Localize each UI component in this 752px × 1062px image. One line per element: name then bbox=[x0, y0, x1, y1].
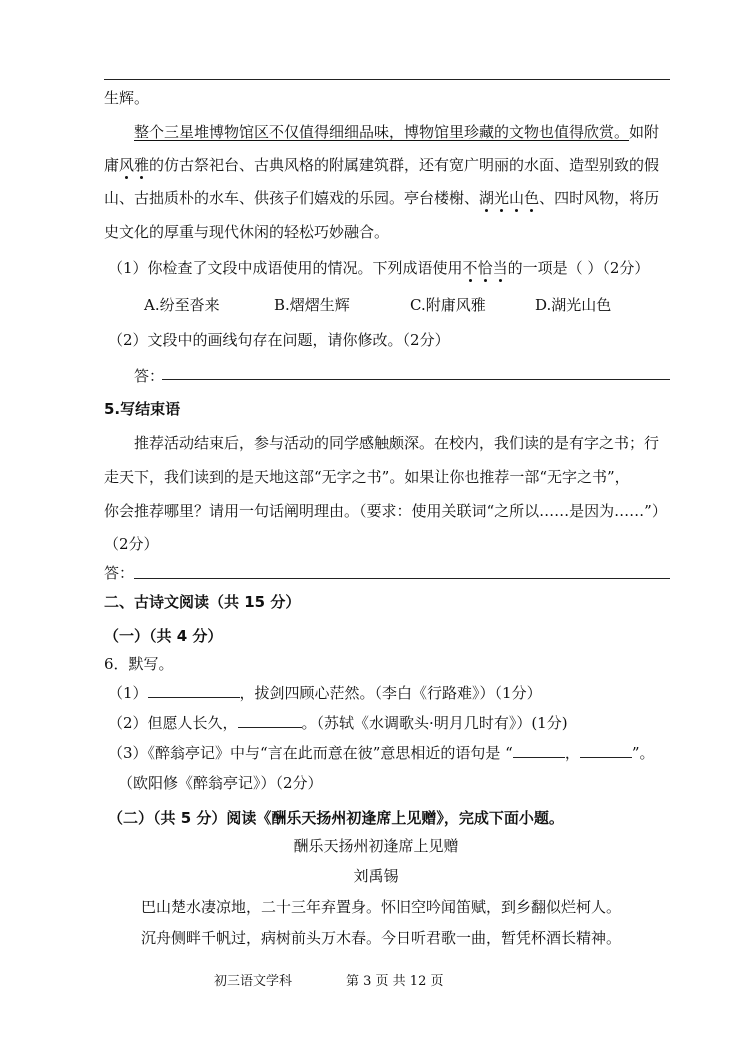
q6-item-3 bbox=[108, 743, 655, 763]
option-d-label: D.湖光山色 bbox=[535, 296, 612, 314]
para-line-2 bbox=[104, 155, 659, 175]
sub1-title-text: （一）（共 4 分） bbox=[104, 627, 223, 645]
poem-title bbox=[0, 836, 752, 856]
s5-l4: （2分） bbox=[104, 535, 159, 553]
footer-page-text: 第 3 页 共 12 页 bbox=[346, 974, 444, 989]
q6-2-pre: （2）但愿人长久， bbox=[108, 714, 238, 732]
dotted-char: 山 bbox=[509, 189, 525, 207]
sub2-title-text: （二）（共 5 分）阅读《酬乐天扬州初逢席上见赠》，完成下面小题。 bbox=[108, 809, 564, 827]
option-d[interactable] bbox=[535, 295, 611, 315]
poem-line-2 bbox=[141, 928, 621, 948]
section-5-title bbox=[104, 399, 180, 419]
sub-1-title bbox=[104, 626, 222, 646]
para-line-1 bbox=[134, 122, 659, 142]
poem-line-1 bbox=[141, 897, 621, 917]
dotted-char: 光 bbox=[494, 189, 510, 207]
q2-answer-label bbox=[134, 366, 164, 386]
q6-3-source-text: （欧阳修《醉翁亭记》）（2分） bbox=[118, 774, 323, 792]
option-b[interactable] bbox=[274, 295, 350, 315]
underlined-sentence: 整个三星堆博物馆区不仅值得细细品味，博物馆里珍藏的文物也值得欣赏。 bbox=[134, 123, 630, 141]
q1-post: 的一项是（ ）（2分） bbox=[507, 259, 650, 277]
poem-l1: 巴山楚水凄凉地，二十三年弃置身。怀旧空吟闻笛赋，到乡翻似烂柯人。 bbox=[141, 898, 622, 916]
para-line-1-end: 如附 bbox=[629, 123, 660, 141]
para-line-2-rest: 的仿古祭祀台、古典风格的附属建筑群，还有宽广明丽的水面、造型别致的假 bbox=[149, 156, 660, 174]
dotted-char: 当 bbox=[492, 259, 508, 277]
s5-title-text: 5.写结束语 bbox=[104, 400, 181, 418]
sub-2-title bbox=[108, 808, 564, 828]
q1-pre: （1）你检查了文段中成语使用的情况。下列成语使用 bbox=[108, 259, 463, 277]
q6-3-pre: （3）《醉翁亭记》中与“言在此而意在彼”意思相近的语句是 “ bbox=[108, 744, 513, 762]
section-2-title bbox=[104, 592, 300, 612]
q2-answer-line[interactable] bbox=[162, 379, 670, 380]
dotted-char: 风 bbox=[119, 156, 135, 174]
footer-subject-text: 初三语文学科 bbox=[214, 974, 293, 989]
q6-2-post: 。（苏轼《水调歌头·明月几时有》）(1分) bbox=[301, 714, 568, 732]
header-rule bbox=[104, 79, 670, 80]
poem-title-text: 酬乐天扬州初逢席上见赠 bbox=[293, 837, 459, 855]
q6-2-blank[interactable] bbox=[238, 713, 302, 728]
s5-l3: 你会推荐哪里？请用一句话阐明理由。（要求：使用关联词“之所以……是因为……”） bbox=[104, 502, 667, 520]
s5-line-3 bbox=[104, 501, 667, 521]
q6-1-pre: （1） bbox=[108, 684, 148, 702]
q6-3-blank-1[interactable] bbox=[513, 743, 565, 758]
question-1 bbox=[108, 258, 649, 278]
q2-answer-text: 答： bbox=[134, 367, 165, 385]
q6-item-2 bbox=[108, 713, 568, 733]
para-line-2-pre: 庸 bbox=[104, 156, 120, 174]
option-a-label: A.纷至沓来 bbox=[144, 296, 220, 314]
question-6-title bbox=[104, 654, 174, 674]
s5-l1: 推荐活动结束后，参与活动的同学感触颇深。在校内，我们读的是有字之书；行 bbox=[134, 434, 660, 452]
para-line-4-text: 史文化的厚重与现代休闲的轻松巧妙融合。 bbox=[104, 223, 390, 241]
q6-3-mid: ， bbox=[564, 744, 580, 762]
poem-l2: 沉舟侧畔千帆过，病树前头万木春。今日听君歌一曲，暂凭杯酒长精神。 bbox=[141, 929, 622, 947]
poem-author-text: 刘禹锡 bbox=[353, 867, 399, 885]
option-a[interactable] bbox=[144, 295, 220, 315]
dotted-char: 湖 bbox=[479, 189, 495, 207]
para-line-3 bbox=[104, 188, 659, 208]
dotted-char: 恰 bbox=[477, 259, 493, 277]
para-line-3-pre: 山、古拙质朴的水车、供孩子们嬉戏的乐园。亭台楼榭、 bbox=[104, 189, 480, 207]
dotted-char: 色 bbox=[524, 189, 540, 207]
s5-line-4 bbox=[104, 534, 159, 554]
option-b-label: B.熠熠生辉 bbox=[274, 296, 350, 314]
question-2 bbox=[108, 330, 450, 350]
q6-1-post: ，拔剑四顾心茫然。（李白《行路难》）（1分） bbox=[239, 684, 542, 702]
option-c[interactable] bbox=[410, 295, 486, 315]
q6-item-3-source bbox=[118, 773, 323, 793]
option-c-label: C.附庸风雅 bbox=[410, 296, 486, 314]
para-line-3-rest: 、四时风物，将历 bbox=[539, 189, 660, 207]
q6-3-post: ”。 bbox=[631, 744, 655, 762]
s5-answer-text: 答： bbox=[104, 564, 135, 582]
s5-line-1 bbox=[134, 433, 659, 453]
s5-l2: 走天下，我们读到的是天地这部“无字之书”。如果让你也推荐一部“无字之书”， bbox=[104, 468, 630, 486]
footer-subject bbox=[214, 972, 292, 992]
para-line-4 bbox=[104, 222, 389, 242]
q2-text: （2）文段中的画线句存在问题，请你修改。（2分） bbox=[108, 331, 450, 349]
dotted-char: 雅 bbox=[134, 156, 150, 174]
s5-answer-line[interactable] bbox=[134, 578, 670, 579]
footer-page-number bbox=[346, 972, 443, 992]
sec2-title-text: 二、古诗文阅读（共 15 分） bbox=[104, 593, 301, 611]
s5-answer-label bbox=[104, 563, 134, 583]
paragraph-tail bbox=[104, 88, 149, 108]
q6-1-blank[interactable] bbox=[148, 683, 240, 698]
poem-author bbox=[0, 866, 752, 886]
dotted-char: 不 bbox=[462, 259, 478, 277]
q6-3-blank-2[interactable] bbox=[580, 743, 632, 758]
tail-text: 生辉。 bbox=[104, 89, 150, 107]
q6-item-1 bbox=[108, 683, 542, 703]
q6-title-text: 6．默写。 bbox=[104, 655, 174, 673]
s5-line-2 bbox=[104, 467, 630, 487]
